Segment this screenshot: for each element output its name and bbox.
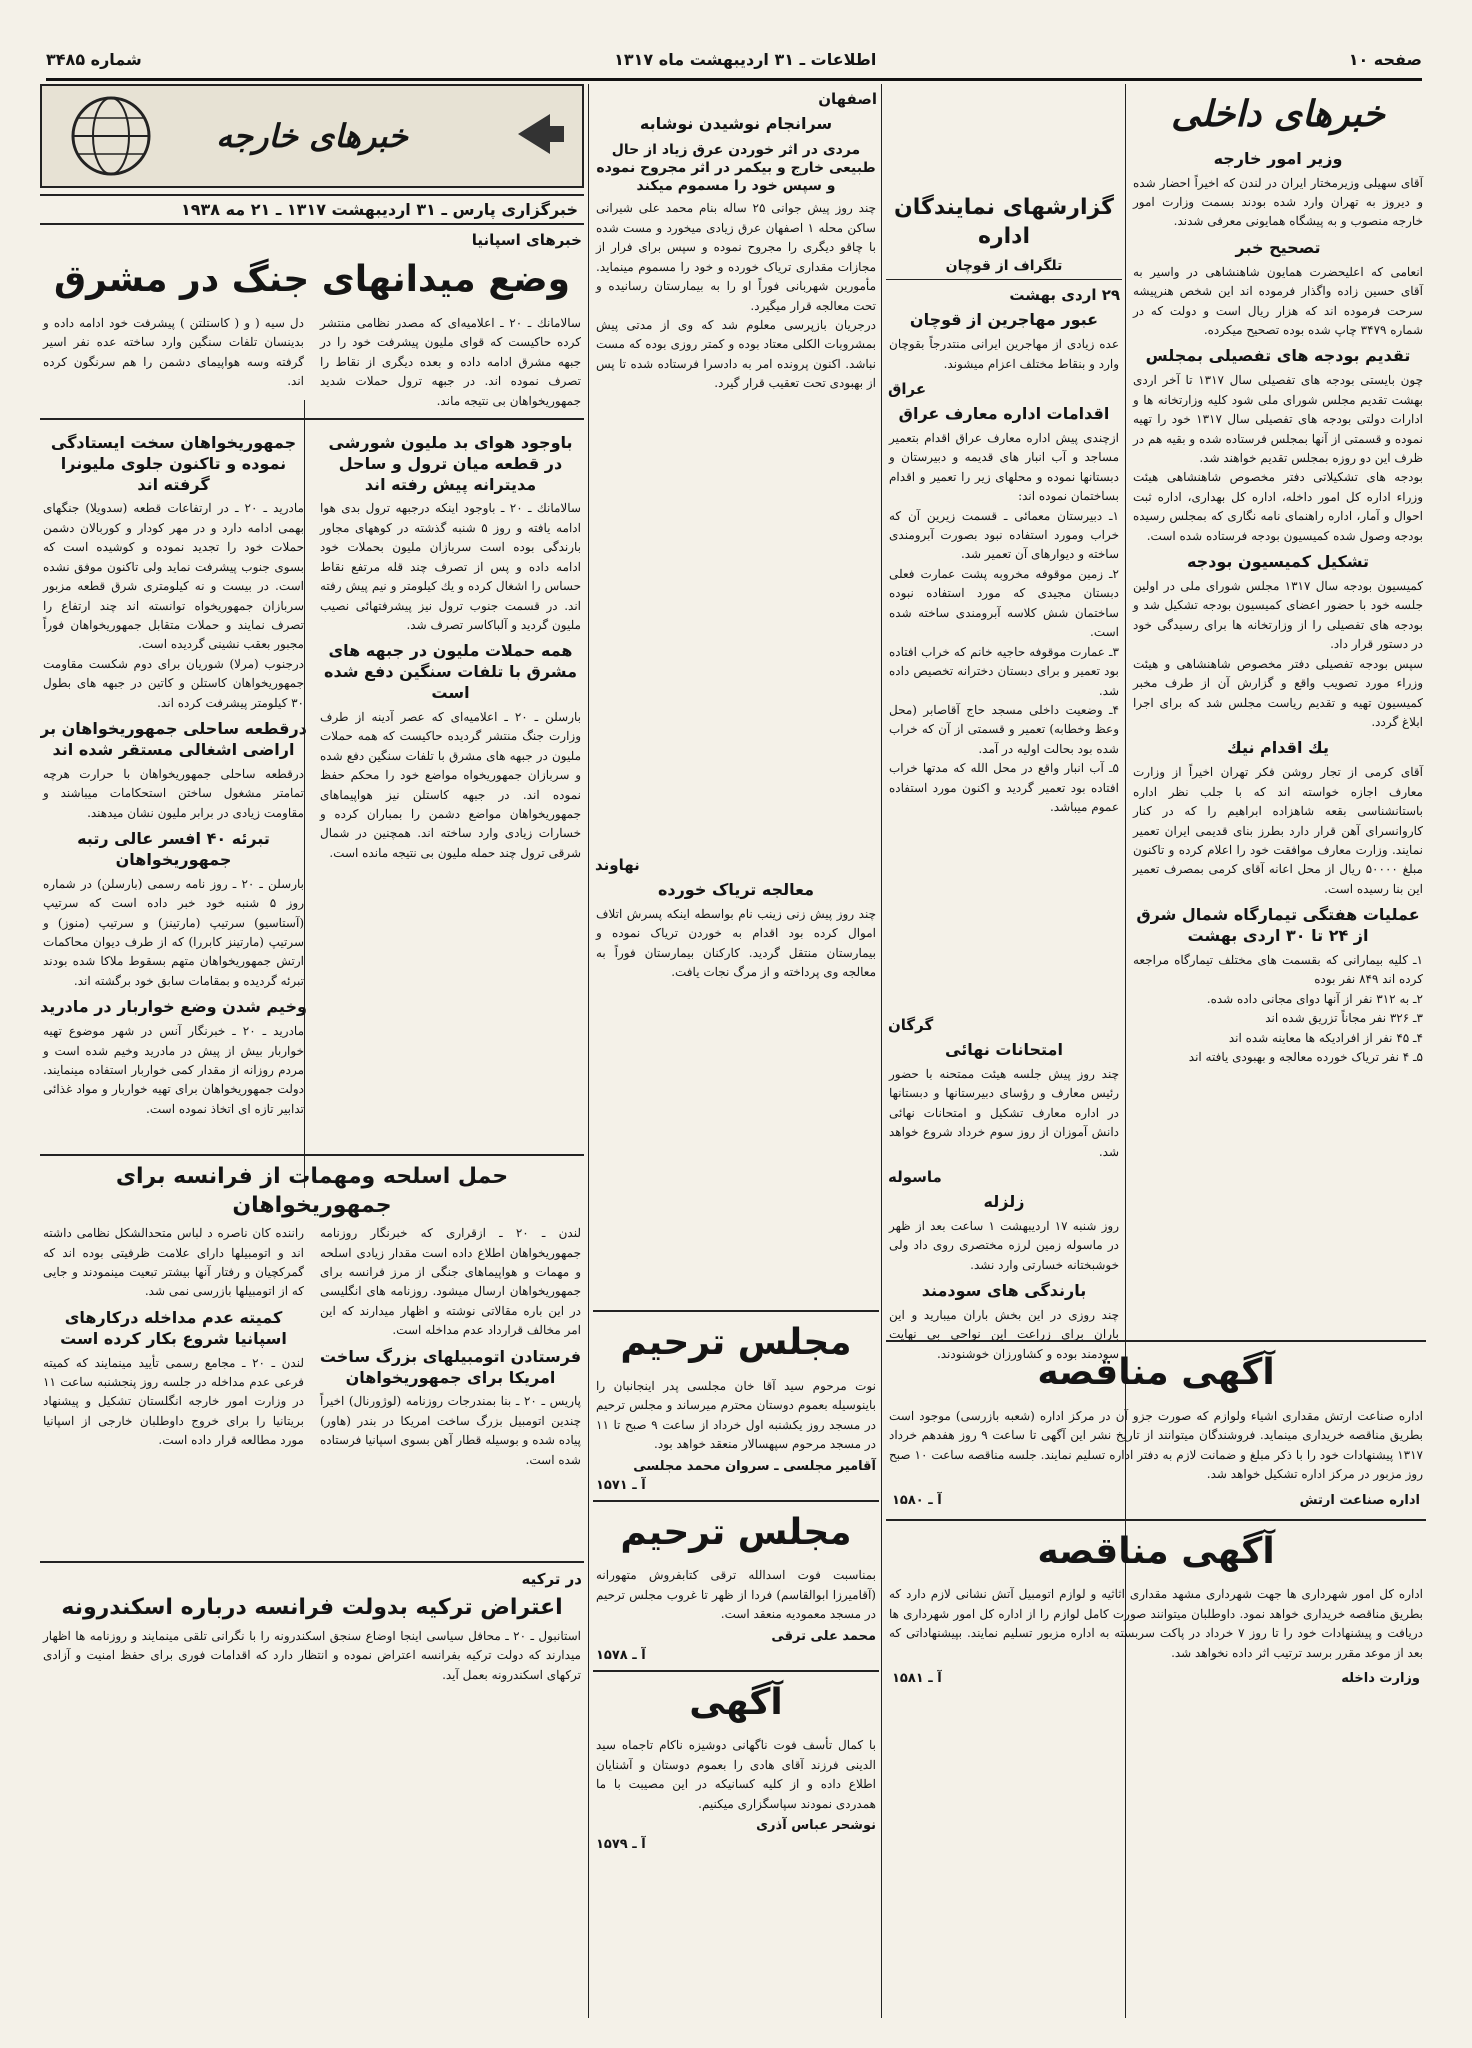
column-rule [588, 84, 589, 2018]
notice-signature: نوشحر عباس آذری [756, 1818, 876, 1834]
headline: اقدامات اداره معارف عراق [898, 404, 1110, 424]
notice-code: آ ـ ۱۵۷۸ [596, 1647, 646, 1663]
article-body: بودجه های تشکیلاتی دفتر مخصوص شاهنشاهی هیئت وزراء اداره کل امور داخله، اداره کل بهداری، اداره ثبت احوال و آمار، اداره راهنمای نامه نگاری که بمجلس رسیده بودجه وصول شده کمیسیون بودجه فرستاده شده است. [1133, 470, 1423, 543]
list-item: ۴ـ ۴۵ نفر از افرادیکه ها معاینه شده اند [1228, 1030, 1423, 1045]
subheadline: مردی در اثر خوردن عرق زیاد از حال طبیعی خارج و بیکمر در اثر مجروح نموده و سپس خود را مسموم میکند [596, 141, 876, 195]
notice-body: نوت مرحوم سید آقا خان مجلسی پدر اینجانبان را باینوسیله بعموم دوستان محترم میرساند و مجلس ترحیم در مسجد روز یکشنبه اول خرداد از ساعت ۹ صبح تا ۱۱ در مسجد مرحوم سپهسالار منعقد خواهد بود. [596, 1378, 876, 1452]
foreign-subcolumn-left [40, 1224, 307, 1554]
headline: تشکیل کمیسیون بودجه [1186, 552, 1370, 572]
headline: امتحانات نهائی [945, 1040, 1063, 1059]
article-body: چون بایستی بودجه های تفصیلی سال ۱۳۱۷ تا آخر اردی بهشت تقدیم مجلس شورای ملی شود کلیه وزارتخانه ها و ادارات دولتی بودجه های تفصیلی سال ۱۳۱۷ خود را تهیه نموده و قسمتی از آنها بمجلس فرستاده شده و بقیه هم در ظرف این دو روزه بمجلس تقدیم خواهند شد. [1133, 373, 1423, 465]
article-body: لندن ـ ۲۰ ـ ازقراری که خبرنگار روزنامه جمهوریخواهان اطلاع داده است مقدار زیادی اسلحه و مهمات و هواپیماهای جنگی از مرز فرانسه برای جمهوریخواهان ارسال میشود. روزنامه های انگلیسی در این باره مقالاتی نوشته و اظهار میدارند که این امر مخالف قرارداد عدم مداخله است. [320, 1226, 581, 1338]
list-item: ۳ـ ۳۲۶ نفر مجاناً تزریق شده اند [1265, 1011, 1423, 1026]
isfahan-column [593, 84, 879, 818]
article-body: آقای کرمی از تجار روشن فکر تهران اخیراً از وزارت معارف اجازه خواسته اند که با جلب نظر اداره باستانشناسی بقعه شاهزاده ابراهیم را که در کنار کاروانسرای آهن قرار دارد بطرز بنای قدیمی ایران تعمیر نمایند. وزارت معارف موافقت خود را اعلام کرده و تاکنون مبلغ ۵۰۰۰۰ ریال از محل اعانه آقای کرمی بمصرف تعمیر این بنا رسیده است. [1133, 765, 1423, 896]
article-body: کمیسیون بودجه سال ۱۳۱۷ مجلس شورای ملی در اولین جلسه خود با حضور اعضای کمیسیون بودجه تشکیل شد و بودجه های تفصیلی را از وزارتخانه ها برای رسیدگی خود در دستور قرار داد. [1133, 578, 1423, 652]
list-item: ۱ـ دبیرستان معمائی ـ قسمت زیرین آن که خراب ومورد استفاده نبود بصورت آبرومندی ساخته و دیوارهای آن تعمیر شد. [889, 508, 1119, 562]
headline: حمل اسلحه ومهمات از فرانسه برای جمهوریخواهان [115, 1163, 509, 1218]
notices-column [593, 1310, 879, 2018]
notice-title: مجلس ترحیم [620, 1322, 852, 1363]
list-item: ۲ـ زمین موقوفه مخروبه پشت عمارت فعلی دبستان مجیدی که مورد استفاده نبوده ساختمان شش کلاسه آبرومندی ساخته شده است. [889, 566, 1119, 640]
foreign-subcolumn-left [40, 427, 307, 1147]
reports-column-lower [886, 1010, 1122, 1388]
paper-date: اطلاعات ـ ۳۱ اردیبهشت ماه ۱۳۱۷ [614, 49, 877, 69]
headline: همه حملات ملیون در جبهه های مشرق با تلفات سنگین دفع شده است [324, 641, 577, 703]
list-item: ۳ـ عمارت موقوفه حاجیه خانم که خراب افتاده بود تعمیر و برای دبستان دخترانه تخصیص داده شد. [889, 644, 1119, 698]
article-body: پاریس ـ ۲۰ ـ بنا بمندرجات روزنامه (لوژورنال) اخیراً چندین اتومبیل بزرگ ساخت امریکا در بندر (هاور) پیاده شده و بوسیله قطار آهن بسوی اسپانیا فرستاده شده است. [320, 1394, 581, 1467]
article-body: روز شنبه ۱۷ اردیبهشت ۱ ساعت بعد از ظهر در ماسوله زمین لرزه مختصری روی داد ولی خوشبختانه خسارتی وارد نشد. [889, 1218, 1119, 1272]
city-label: ماسوله [888, 1167, 942, 1186]
article-body: مادرید ـ ۲۰ ـ در ارتفاعات قطعه (سدویلا) جنگهای بهمی ادامه دارد و در مهر کودار و کوربالان دشمن حملات خود را تجدید نموده و کوشیده است که بسوی جنوب پیشرفت نماید ولی تاکنون موفق نشده است. در بیست و نه کیلومتری شرق قطعه مزبور سربازان جمهوریخواه توانسته اند چند ارتفاع را تصرف نمایند و حملات متقابل جمهوریخواهان فوراً مجبور بعقب نشینی گردیده است. [43, 501, 304, 652]
article-body: درقطعه ساحلی جمهوریخواهان با حرارت هرچه تمامتر مشغول ساختن استحکامات میباشند و مقاومت زیادی در برابر ملیون نشان میدهند. [43, 766, 304, 820]
foreign-subcolumn-right [317, 1224, 584, 1554]
headline: وزیر امور خارجه [1213, 148, 1343, 168]
article-body: سالامانك ـ ۲۰ ـ باوجود اینکه درجبهه ترول بدی هوا ادامه یافته و روز ۵ شنبه گذشته در کوههای مجاور بارندگی بوده است سربازان ملیون بحملات خود ادامه داده و پس از تصرف چند قله مرتفع نقاط حساس را اشغال کرده و یك کیلومتر و نیم پیش رفته اند. در قسمت جنوب ترول نیز پیشرفتهائی نصیب ملیون گردید و آلباکاسر تصرف شد. [320, 501, 581, 632]
notice-body: با کمال تأسف فوت ناگهانی دوشیزه ناکام تاجماه سید الدینی فرزند آقای هادی را بعموم دوستان و آشنایان اطلاع داده و از کلیه کسانیکه در این مصیبت با ما همدردی نمودند سپاسگزاری میکنیم. [596, 1738, 876, 1811]
article-body: دل سیه ( و ( کاستلتن ) پیشرفت خود ادامه داده و بدینسان تلفات سنگین وارد ساخته عده نفر اسیر گرفته وسه هواپیمای دشمن را هم سرنگون کرده اند. [43, 315, 304, 389]
issue-number: شماره ۳۴۸۵ [46, 49, 142, 69]
foreign-news-banner [40, 84, 584, 188]
headline: عبور مهاجرین از قوچان [909, 310, 1099, 330]
article-body: ازچندی پیش اداره معارف عراق اقدام بتعمیر مساجد و آب انبار های قدیمه و دبیرستان و دبستانها نموده و محلهای زیر را تعمیر و اقدام بساختمان نموده اند: [889, 430, 1119, 504]
main-headline: وضع میدانهای جنگ در مشرق [53, 259, 570, 300]
article-body: مادرید ـ ۲۰ ـ خبرنگار آنس در شهر موضوع تهیه خواربار بیش از پیش در مادرید وخیم شده است و مردم روزانه از مقدار کمی خواربار استفاده مینمایند. دولت جمهوریخواهان برای تهیه خواربار و مواد غذائی تدابیر تازه ای اتخاذ نموده است. [43, 1024, 304, 1116]
article-body: استانبول ـ ۲۰ ـ محافل سیاسی اینجا اوضاع سنجق اسکندرونه را با نگرانی تلقی مینمایند و روزنامه ها اظهار میدارند که دولت ترکیه بفرانسه اعتراض نموده و انتظار دارد که اقدامات فوری برای حفظ امنیت و آزادی ترکهای اسکندرونه بعمل آید. [43, 1628, 581, 1682]
headline: معالجه تریاک خورده [657, 880, 815, 899]
article-body: چند روز پیش جوانی ۲۵ ساله بنام محمد علی شیرانی ساکن محله ۱ اصفهان عرق زیادی میخورد و مست شده با چاقو دیگری را مجروح نموده و سپس برای فرار از مجازات مقداری تریاک خورده و خود را مسموم مینماید. مأمورین شهربانی فوراً او را به بیمارستان رسانیده و تحت معالجه قرار میگیرد. [596, 201, 876, 313]
notice-signature: محمد علی ترقی [771, 1628, 876, 1644]
notice-code: آ ـ ۱۵۷۱ [596, 1477, 646, 1493]
headline: تصحیح خبر [1235, 237, 1321, 257]
nahavand-column [593, 850, 879, 988]
globe-icon [56, 94, 166, 178]
list-item: ۵ـ ۴ نفر تریاک خورده معالجه و بهبودی یافته اند [1188, 1050, 1423, 1065]
article-body: سپس بودجه تفصیلی دفتر مخصوص شاهنشاهی و هیئت وزراء مورد تصویب واقع و گزارش آن از طرف مخبر کمیسیون تهیه و تقدیم ریاست مجلس شد که برای اجرا ابلاغ گردد. [1133, 656, 1423, 730]
column-rule [881, 84, 882, 2018]
headline: تبرئه ۴۰ افسر عالی رتبه جمهوریخواهان [77, 829, 270, 869]
article-body: درجریان بازپرسی معلوم شد که وی از مدتی پیش بمشروبات الکلی معتاد بوده و کمتر روزی بوده که مست نباشد. اکنون پرونده امر به دادسرا فرستاده شده تا پس از بهبودی تحت تعقیب قرار گیرد. [596, 317, 876, 391]
article-body: راننده کان ناصره د لباس متحدالشکل نظامی داشته اند و اتومبیلها دارای علامت ظرفیتی بوده اند که گمرکچیان و رفتار آنها بیشتر تبعیت مینمودند و جایی که از اتومبیلها بازرسی نمی شد. [43, 1226, 304, 1299]
tender-title: آگهی مناقصه [1037, 1352, 1275, 1393]
headline: تقدیم بودجه های تفصیلی بمجلس [1145, 346, 1411, 366]
dateline: خبرگزاری پارس ـ ۳۱ اردیبهشت ۱۳۱۷ ـ ۲۱ مه ۱۹۳۸ [40, 194, 584, 225]
gramophone-horn-icon [510, 104, 570, 164]
city-label: اصفهان [818, 90, 877, 108]
article-body: چند روز پیش زنی زینب نام بواسطه اینکه پسرش اتلاف اموال کرده بود اقدام به خوردن تریاک نموده و بیمارستان منتقل گردید. کارکنان بیمارستان فوراً به معالجه وی پرداخته و از مرگ نجات یافت. [596, 906, 876, 980]
headline: جمهوریخواهان سخت ایستادگی نموده و تاکنون جلوی ملیونرا گرفته اند [50, 432, 297, 494]
article-body: چند روزی در این بخش باران میبارید و این باران برای زراعت این نواحی بی نهایت سودمند بوده و کشاورزان خوشنودند. [889, 1307, 1119, 1361]
reports-column [886, 84, 1122, 1008]
tender-code: آ ـ ۱۵۸۰ [892, 1492, 942, 1508]
section-label: خبرهای اسپانیا [471, 231, 582, 249]
headline: عملیات هفتگی تیمارگاه شمال شرق از ۲۴ تا ۳۰ اردی بهشت [1136, 905, 1420, 946]
list-item: ۵ـ آب انبار واقع در محل الله که مدتها خراب افتاده بود تعمیر گردید و اکنون مورد استفاده عموم میباشد. [889, 761, 1119, 815]
list-item: ۱ـ کلیه بیمارانی که بقسمت های مختلف تیمارگاه مراجعه کرده اند ۸۴۹ نفر بوده [1133, 952, 1423, 987]
tender-body: اداره صناعت ارتش مقداری اشیاء ولوازم که صورت جزو آن در مرکز اداره (شعبه بازرسی) موجود است بطریق مناقصه خریداری مینماید. فروشندگان میتوانند از تاریخ نشر این آگهی تا ساعت ۹ روز هفدهم خرداد ۱۳۱۷ پیشنهادات خود را با ذکر مبلغ و ضمانت لازم به دفتر اداره تسلیم نمایند. جلسه مناقصه ساعت ۱۰ صبح روز مزبور در مرکز اداره تشکیل خواهد شد. [889, 1408, 1424, 1482]
headline: باوجود هوای بد ملیون شورشی در قطعه میان ترول و ساحل مدیترانه پیش رفته اند [328, 432, 573, 494]
tender-title: آگهی مناقصه [1037, 1530, 1275, 1572]
headline: فرستادن اتومبیلهای بزرگ ساخت امریکا برای جمهوریخواهان [319, 1346, 582, 1387]
tender-code: آ ـ ۱۵۸۱ [892, 1671, 942, 1687]
headline: یك اقدام نیك [1227, 738, 1329, 758]
headline: کمیته عدم مداخله درکارهای اسپانیا شروع بکار کرده است [60, 1307, 287, 1348]
headline: درقطعه ساحلی جمهوریخواهان بر اراضی اشغالی مستقر شده اند [40, 719, 307, 759]
foreign-news-column [40, 84, 584, 2018]
reports-title: گزارشهای نمایندگان اداره [894, 195, 1114, 249]
notice-body: بمناسبت فوت اسدالله ترقی کتابفروش متهورانه (آقامیرزا ابوالقاسم) فردا از ظهر تا غروب مجلس ترحیم در مسجد معمودیه منعقد است. [596, 1568, 876, 1622]
article-body: عده زیادی از مهاجرین ایرانی منتدرجاً بقوچان وارد و بنقاط مختلف اعزام میشوند. [889, 337, 1119, 371]
report-date: ۲۹ اردی بهشت [1009, 286, 1120, 305]
article-body: انعامی که اعلیحضرت همایون شاهنشاهی در واسیر به آقای حسین زاده واگذار فرموده اند این شخص هنرپیشه سرحت فرموده اند که هزار ریال است و دولت که در شماره ۳۴۷۹ چاپ شده بوده تصحیح میکرده. [1133, 264, 1423, 338]
notice-code: آ ـ ۱۵۷۹ [596, 1837, 646, 1853]
notice-title: آگهی [689, 1681, 783, 1723]
city-label: نهاوند [595, 856, 640, 874]
article-body: بارسلن ـ ۲۰ ـ اعلامیه‌ای که عصر آدینه از طرف وزارت جنگ منتشر گردیده حاکیست که همه حملات ملیون در جبهه های مشرق با تلفات سنگین دفع شده و سربازان جمهوریخواه مواضع خود را محکم حفظ نموده اند. در جبهه کاستلن نیز هواپیماهای جمهوریخواهان مواضع دشمن را بمباران کرده و خسارات زیادی وارد ساخته اند. همچنین در شمال شرقی ترول چند حمله ملیون بی نتیجه مانده است. [320, 709, 581, 860]
article-body: درجنوب (مرلا) شوریان برای دوم شکست مقاومت جمهوریخواهان کاستلن و کاتین در جبهه های بطول ۳۰ کیلومتر پیشرفت کرده اند. [43, 656, 304, 710]
foreign-news-title: خبرهای خارجه [216, 117, 408, 155]
article-body: لندن ـ ۲۰ ـ مجامع رسمی تأیید مینمایند که کمیته فرعی عدم مداخله در جلسه روز پنجشنبه ساعت ۱۱ در وزارت امور خارجه انگلستان تشکیل و پیشنهاد بریتانیا را برای خروج داوطلبان خارجی از اسپانیا مورد مطالعه قرار داده است. [43, 1355, 304, 1448]
reports-subtitle: تلگراف از قوچان [886, 257, 1122, 280]
foreign-subcolumn-right [317, 427, 584, 1147]
article-body: سالامانك ـ ۲۰ ـ اعلامیه‌ای که مصدر نظامی منتشر کرده حاکیست که قوای ملیون پیشرفت خود را در جبهه مشرق ادامه داده و بعده دیگری از نقاط را تصرف نموده اند. در جبهه ترول حملات شدید جمهوریخواهان بی نتیجه ماند. [320, 315, 581, 408]
article-body: چند روز پیش جلسه هیئت ممتحنه با حضور رئیس معارف و رؤسای دبیرستانها و دبستانها در اداره معارف تشکیل و امتحانات نهائی دانش آموزان از روز سوم خرداد شروع خواهد شد. [889, 1066, 1119, 1159]
domestic-news-title: خبرهای داخلی [1171, 94, 1385, 135]
article-body: آقای سهیلی وزیرمختار ایران در لندن که اخیراً احضار شده و دیروز به تهران وارد شده بودند بسمت وزارت امور خارجه منصوب و به پیشگاه همایونی معرفی شدند. [1133, 175, 1423, 229]
article-body: بارسلن ـ ۲۰ ـ روز نامه رسمی (بارسلن) در شماره روز ۵ شنبه خود خبر داده است که سرتیپ (آستاسیو) سرتیپ (مارتینز) و سرتیپ (منوز) و سرتیپ (مارتینز کابررا) که از طرف دیوان محاکمات ارتش جمهوریخواهان متهم بسقوط ملاکا شده بودند تبرئه گردیده و بمقامات سابق خود برگشته اند. [43, 876, 304, 988]
tender-body: اداره کل امور شهرداری ها جهت شهرداری مشهد مقداری اثاثیه و لوازم اتومبیل آتش نشانی لازم دارد که بطریق مناقصه خریداری خواهد نمود. داوطلبان میتوانند صورت کامل لوازم را از اداره کل امور شهرداری ها دریافت و پیشنهادات خود را تا روز ۷ خرداد در پاکت سربسته به اداره مزبور تسلیم نمایند. بپیشنهاداتی که بعد از موعد مقرر برسد ترتیب اثر داده نخواهد شد. [889, 1587, 1423, 1660]
tender-signature: وزارت داخله [1341, 1671, 1420, 1687]
city-label: گرگان [888, 1016, 934, 1034]
notice-title: مجلس ترحیم [620, 1511, 852, 1553]
list-item: ۲ـ به ۳۱۲ نفر از آنها دوای مجانی داده شده. [1206, 991, 1423, 1006]
headline: سرانجام نوشیدن نوشابه [639, 114, 833, 133]
headline: بارندگی های سودمند [921, 1281, 1087, 1301]
city-label: عراق [888, 380, 927, 399]
headline: زلزله [983, 1191, 1025, 1211]
tenders-column [886, 1340, 1426, 2018]
masthead [46, 40, 1422, 81]
headline: وخیم شدن وضع خواربار در مادرید [40, 997, 307, 1017]
page-number: صفحه ۱۰ [1348, 49, 1422, 69]
headline: اعتراض ترکیه بدولت فرانسه درباره اسکندرونه [61, 1595, 563, 1621]
list-item: ۴ـ وضعیت داخلی مسجد حاج آقاصابر (محل وعظ وخطابه) تعمیر و قسمتی از آن که خراب شده بود بحالت اولیه در آمد. [889, 702, 1119, 756]
tender-signature: اداره صناعت ارتش [1299, 1492, 1420, 1508]
section-label: در ترکیه [521, 1570, 582, 1589]
notice-signature: آقامیر مجلسی ـ سروان محمد مجلسی [633, 1458, 876, 1474]
